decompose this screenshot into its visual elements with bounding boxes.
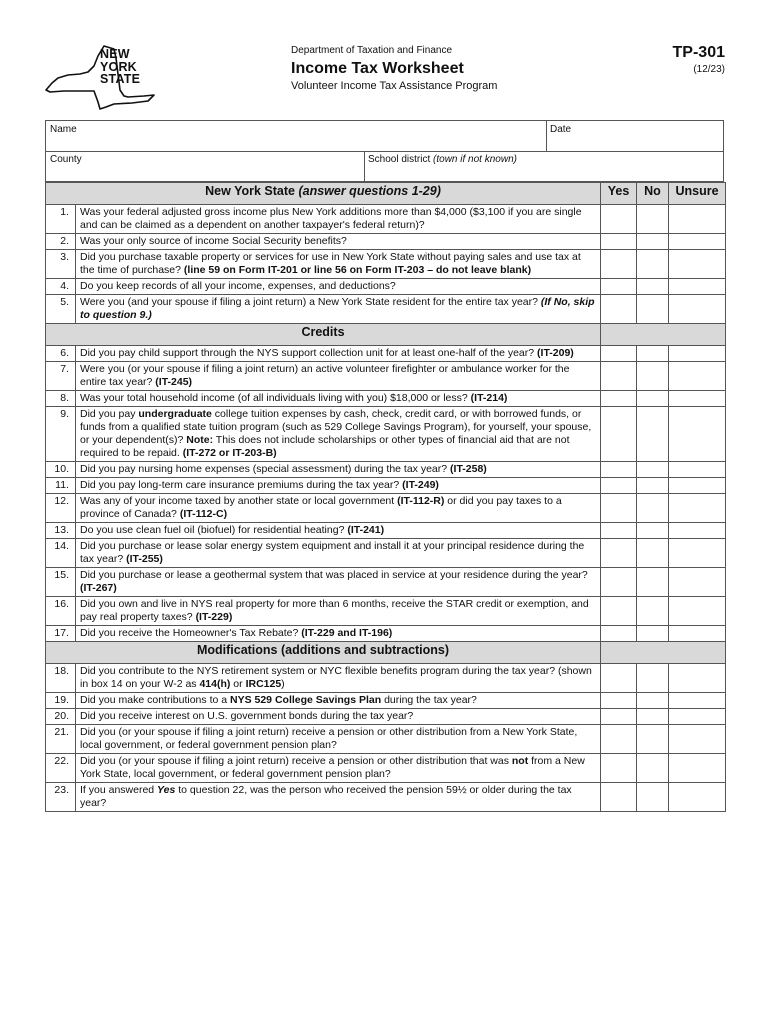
county-field[interactable] [46,151,364,181]
question-text [76,539,601,568]
answer-yes-box[interactable] [601,626,637,642]
question-number: 9. [46,407,76,462]
answer-unsure-box[interactable] [669,709,726,725]
question-text-part: (IT-267) [80,582,117,594]
name-label: Name [50,124,77,135]
logo-line: YORK [100,59,137,74]
answer-unsure-box[interactable] [669,539,726,568]
answer-yes-box[interactable] [601,597,637,626]
answer-unsure-box[interactable] [669,462,726,478]
question-text [76,295,601,324]
answer-no-box[interactable] [637,664,669,693]
answer-unsure-box[interactable] [669,754,726,783]
section-header-filler [601,642,726,664]
logo-line: STATE [100,72,141,86]
question-row [46,295,726,324]
question-number: 18. [46,664,76,693]
answer-no-box[interactable] [637,783,669,812]
question-text [76,494,601,523]
answer-unsure-box[interactable] [669,362,726,391]
question-row [46,725,726,754]
answer-unsure-box[interactable] [669,478,726,494]
column-header-unsure: Unsure [669,183,726,205]
question-number: 2. [46,234,76,250]
answer-no-box[interactable] [637,597,669,626]
question-number: 7. [46,362,76,391]
question-text-part: or did you pay taxes to a province of Canada? [80,495,562,520]
question-text-part: during the tax year? [381,694,477,706]
answer-yes-box[interactable] [601,362,637,391]
question-text [76,346,601,362]
answer-yes-box[interactable] [601,279,637,295]
question-number: 22. [46,754,76,783]
column-header-no: No [637,183,669,205]
question-text-part: Note: [186,434,214,446]
column-header-yes: Yes [601,183,637,205]
answer-yes-box[interactable] [601,234,637,250]
question-text-part: Did you make contributions to a [80,694,230,706]
question-text-part: (IT-229) [195,611,233,623]
school-district-label: School district [368,154,431,165]
question-text-part: college tuition expenses by cash, check, credit card, or with borrowed funds, or funds from a qualified state tuition program (such as 529 College Savings Program), for yourself, your spouse, or your dependent(s)? [80,408,592,446]
question-text [76,205,601,234]
answer-unsure-box[interactable] [669,391,726,407]
answer-no-box[interactable] [637,234,669,250]
question-text [76,250,601,279]
question-text-part: (IT-112-C) [179,508,228,520]
section-title-text: New York State [205,184,295,198]
questions-table [45,182,726,812]
question-text-part: NYS 529 College Savings Plan [230,694,382,706]
question-text-part: Did you pay nursing home expenses (special assessment) during the tax year? [80,463,451,475]
question-text-part: (If No, skip to question 9.) [80,296,595,321]
form-title: Income Tax Worksheet [291,60,464,77]
answer-unsure-box[interactable] [669,783,726,812]
answer-no-box[interactable] [637,709,669,725]
date-field[interactable] [546,121,724,151]
question-text-part: (IT-255) [126,553,163,565]
logo-line: NEW [100,47,130,61]
question-text-part: Was your total household income (of all individuals living with you) $18,000 or less? [80,392,471,404]
question-row [46,407,726,462]
answer-yes-box[interactable] [601,478,637,494]
question-text-part: Did you own and live in NYS real property for more than 6 months, receive the STAR credit or exemption, and pay real property taxes? [80,598,589,623]
question-row [46,597,726,626]
answer-yes-box[interactable] [601,754,637,783]
answer-no-box[interactable] [637,725,669,754]
question-number: 4. [46,279,76,295]
section-header-row [46,183,726,205]
question-number: 21. [46,725,76,754]
answer-unsure-box[interactable] [669,494,726,523]
question-text-part: ) [281,678,285,690]
question-text-part: from a New York State, local government, or federal government pension plan? [80,755,585,780]
question-text-part: 414(h) [199,678,231,690]
answer-no-box[interactable] [637,754,669,783]
answer-unsure-box[interactable] [669,523,726,539]
question-text [76,597,601,626]
question-text [76,693,601,709]
school-district-field[interactable] [364,151,724,181]
section-header-row [46,642,726,664]
question-text-part: undergraduate [138,408,212,420]
school-district-hint: (town if not known) [433,154,517,165]
question-row [46,462,726,478]
question-text [76,626,601,642]
question-row [46,362,726,391]
question-text-part: (IT-229 and IT-196) [301,627,393,639]
question-text-part: Did you purchase taxable property or services for use in New York State without paying sales and use tax at the time of purchase? [80,251,581,276]
question-text-part: Was any of your income taxed by another state or local government [80,495,398,507]
question-text-part: to question 22, was the person who received the pension 59½ or older during the tax year? [80,784,572,809]
answer-no-box[interactable] [637,346,669,362]
question-number: 17. [46,626,76,642]
answer-no-box[interactable] [637,279,669,295]
question-row [46,709,726,725]
answer-yes-box[interactable] [601,346,637,362]
department-name: Department of Taxation and Finance [291,45,453,56]
question-number: 23. [46,783,76,812]
question-row [46,783,726,812]
answer-yes-box[interactable] [601,709,637,725]
taxpayer-info-box [45,120,724,182]
question-row [46,539,726,568]
question-number: 1. [46,205,76,234]
question-number: 16. [46,597,76,626]
question-row [46,523,726,539]
question-number: 11. [46,478,76,494]
question-text-part: IRC125 [245,678,282,690]
question-text [76,391,601,407]
answer-no-box[interactable] [637,626,669,642]
question-text-part: If you answered [80,784,158,796]
section-title-note: (answer questions 1-29) [298,184,441,198]
answer-no-box[interactable] [637,494,669,523]
question-text-part: Did you pay child support through the NYS support collection unit for at least one-half of the year? [80,347,538,359]
question-text-part: (IT-245) [155,376,193,388]
answer-yes-box[interactable] [601,664,637,693]
answer-yes-box[interactable] [601,539,637,568]
answer-yes-box[interactable] [601,250,637,279]
question-text-part: Did you contribute to the NYS retirement system or NYC flexible benefits program during the tax year? (shown in box 14 on your W-2 as [80,665,592,690]
answer-yes-box[interactable] [601,693,637,709]
question-row [46,391,726,407]
answer-unsure-box[interactable] [669,205,726,234]
name-field[interactable] [46,121,546,151]
question-text-part: Did you purchase or lease a geothermal system that was placed in service at your residence during the year? [80,569,588,581]
answer-no-box[interactable] [637,693,669,709]
answer-unsure-box[interactable] [669,346,726,362]
county-label: County [50,154,82,165]
answer-yes-box[interactable] [601,407,637,462]
question-text-part: Did you (or your spouse if filing a joint return) receive a pension or other distribution from a New York State, local government, or federal government pension plan? [80,726,578,751]
question-row [46,754,726,783]
answer-no-box[interactable] [637,250,669,279]
question-text-part: (IT-241) [347,524,385,536]
form-revision-date: (12/23) [693,64,725,75]
question-text-part: Were you (and your spouse if filing a joint return) a New York State resident for the entire tax year? [80,296,541,308]
question-text-part: Did you (or your spouse if filing a joint return) receive a pension or other distribution that was [80,755,512,767]
question-row [46,494,726,523]
answer-yes-box[interactable] [601,205,637,234]
question-row [46,279,726,295]
question-number: 15. [46,568,76,597]
question-text-part: Do you keep records of all your income, expenses, and deductions? [80,280,396,292]
question-text [76,478,601,494]
question-text-part: Did you receive interest on U.S. government bonds during the tax year? [80,710,414,722]
answer-no-box[interactable] [637,568,669,597]
question-text [76,568,601,597]
question-row [46,626,726,642]
question-text-part: Did you purchase or lease solar energy system equipment and install it at your principal residence during the tax year? [80,540,585,565]
answer-unsure-box[interactable] [669,279,726,295]
section-title [46,183,601,205]
question-text [76,279,601,295]
question-text-part: (IT-112-R) [397,495,445,507]
form-number: TP-301 [672,44,725,61]
question-number: 6. [46,346,76,362]
answer-unsure-box[interactable] [669,664,726,693]
question-number: 8. [46,391,76,407]
answer-no-box[interactable] [637,407,669,462]
question-text [76,407,601,462]
question-text-part: Were you (or your spouse if filing a joint return) an active volunteer firefighter or ambulance worker for the entire tax year? [80,363,570,388]
question-row [46,478,726,494]
question-number: 5. [46,295,76,324]
question-row [46,250,726,279]
question-text [76,523,601,539]
answer-yes-box[interactable] [601,568,637,597]
question-text-part: (IT-258) [450,463,487,475]
question-number: 19. [46,693,76,709]
answer-no-box[interactable] [637,462,669,478]
question-text-part: (IT-209) [537,347,574,359]
answer-no-box[interactable] [637,362,669,391]
section-title [46,642,601,664]
question-text-part: Do you use clean fuel oil (biofuel) for residential heating? [80,524,348,536]
question-text [76,234,601,250]
question-text-part: Did you receive the Homeowner's Tax Rebate? [80,627,302,639]
question-text-part: (line 59 on Form IT-201 or line 56 on Form IT-203 – do not leave blank) [183,264,532,276]
question-text-part: Yes [157,784,176,796]
question-text-part: (IT-272 or IT-203-B) [182,447,277,459]
question-row [46,568,726,597]
question-number: 10. [46,462,76,478]
question-text-part: Was your federal adjusted gross income plus New York additions more than $4,000 ($3,100 if you are single and can be claimed as a dependent on another taxpayer's federal return)? [80,206,582,231]
answer-yes-box[interactable] [601,783,637,812]
section-title-text: Credits [301,325,345,339]
question-row [46,234,726,250]
question-text-part: This does not include scholarships or other types of financial aid that are not required to be repaid. [80,434,570,459]
question-text [76,754,601,783]
logo-wordmark [100,48,140,86]
answer-no-box[interactable] [637,539,669,568]
question-number: 3. [46,250,76,279]
answer-unsure-box[interactable] [669,234,726,250]
answer-yes-box[interactable] [601,295,637,324]
question-row [46,664,726,693]
question-number: 12. [46,494,76,523]
question-text-part: (IT-249) [402,479,439,491]
answer-no-box[interactable] [637,478,669,494]
question-text [76,709,601,725]
question-number: 13. [46,523,76,539]
answer-unsure-box[interactable] [669,626,726,642]
answer-no-box[interactable] [637,295,669,324]
section-title [46,324,601,346]
question-number: 20. [46,709,76,725]
question-text [76,725,601,754]
answer-yes-box[interactable] [601,725,637,754]
answer-unsure-box[interactable] [669,597,726,626]
question-text [76,462,601,478]
answer-yes-box[interactable] [601,494,637,523]
section-header-row [46,324,726,346]
answer-unsure-box[interactable] [669,407,726,462]
question-text [76,664,601,693]
question-row [46,205,726,234]
question-text [76,783,601,812]
form-subtitle: Volunteer Income Tax Assistance Program [291,80,498,92]
answer-no-box[interactable] [637,523,669,539]
answer-yes-box[interactable] [601,523,637,539]
question-text-part: (IT-214) [470,392,508,404]
question-text-part: Did you pay [80,408,139,420]
question-text-part: Was your only source of income Social Security benefits? [80,235,347,247]
question-row [46,693,726,709]
answer-yes-box[interactable] [601,391,637,407]
date-label: Date [550,124,572,135]
question-text-part: not [511,755,529,767]
answer-unsure-box[interactable] [669,725,726,754]
question-text-part: or [230,678,246,690]
answer-no-box[interactable] [637,391,669,407]
answer-unsure-box[interactable] [669,693,726,709]
answer-unsure-box[interactable] [669,295,726,324]
answer-yes-box[interactable] [601,462,637,478]
answer-unsure-box[interactable] [669,568,726,597]
nys-logo [44,44,156,114]
question-text-part: Did you pay long-term care insurance premiums during the tax year? [80,479,403,491]
section-header-filler [601,324,726,346]
question-text [76,362,601,391]
answer-no-box[interactable] [637,205,669,234]
question-number: 14. [46,539,76,568]
question-row [46,346,726,362]
answer-unsure-box[interactable] [669,250,726,279]
section-title-text: Modifications (additions and subtractions) [196,643,450,657]
